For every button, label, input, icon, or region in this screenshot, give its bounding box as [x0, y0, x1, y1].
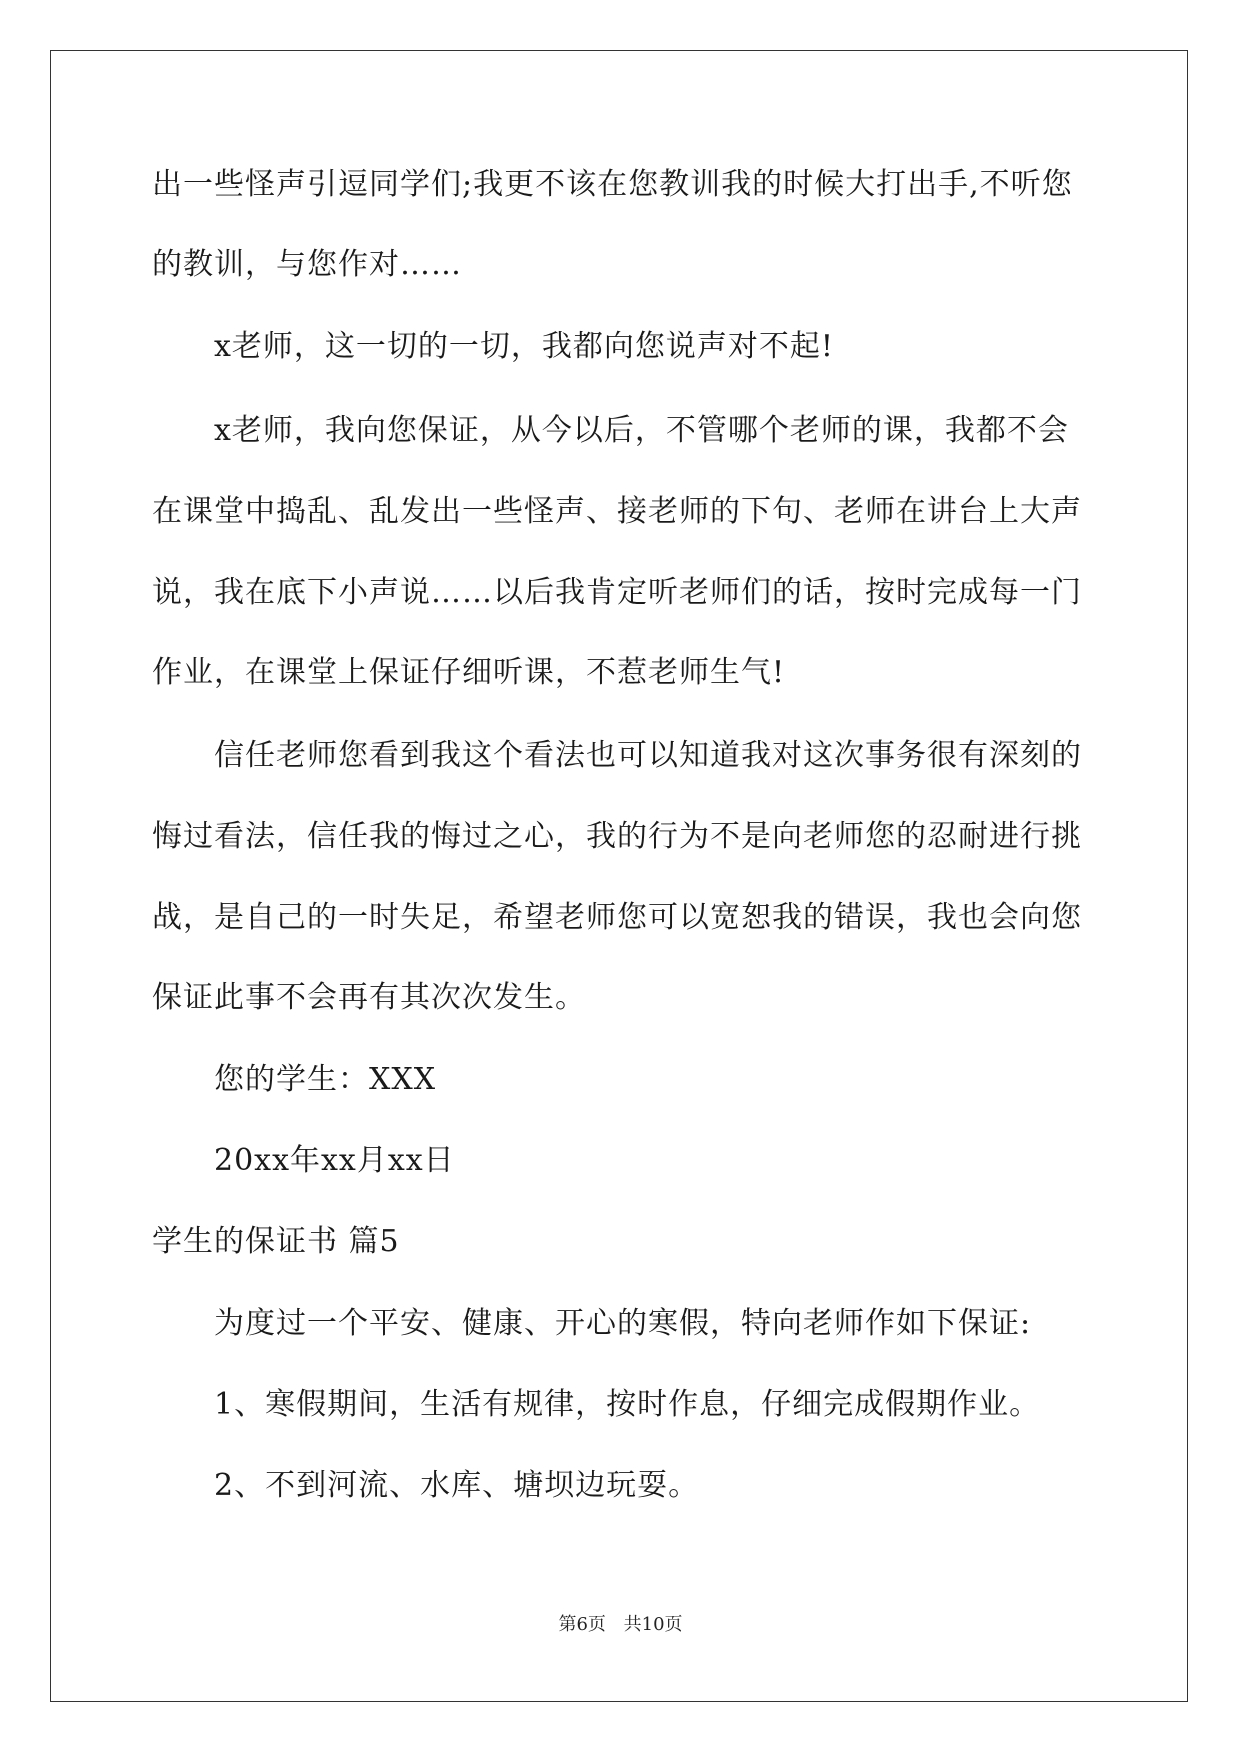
paragraph-3-line-1: x老师，我向您保证，从今以后，不管哪个老师的课，我都不会 [214, 413, 1069, 448]
page-total: 共10页 [623, 1614, 683, 1635]
page-footer [0, 1610, 1241, 1636]
paragraph-4-line-3: 战，是自己的一时失足，希望老师您可以宽恕我的错误，我也会向您 [152, 900, 1082, 935]
paragraph-4-line-4: 保证此事不会再有其次次发生。 [152, 980, 586, 1015]
paragraph-4-line-1: 信任老师您看到我这个看法也可以知道我对这次事务很有深刻的 [214, 738, 1082, 773]
paragraph-4-line-2: 悔过看法，信任我的悔过之心，我的行为不是向老师您的忍耐进行挑 [152, 819, 1082, 854]
paragraph-1-line-1: 出一些怪声引逗同学们;我更不该在您教训我的时候大打出手,不听您 [152, 167, 1073, 202]
list-item: 1、寒假期间，生活有规律，按时作息，仔细完成假期作业。 [214, 1387, 1041, 1422]
page-number: 第6页 [558, 1614, 606, 1635]
paragraph-3-line-2: 在课堂中捣乱、乱发出一些怪声、接老师的下句、老师在讲台上大声 [152, 494, 1082, 529]
list-item: 2、不到河流、水库、塘坝边玩耍。 [214, 1468, 700, 1503]
intro-paragraph: 为度过一个平安、健康、开心的寒假，特向老师作如下保证: [214, 1306, 1032, 1341]
paragraph-1-line-2: 的教训，与您作对…… [152, 247, 462, 282]
paragraph-2: x老师，这一切的一切，我都向您说声对不起! [214, 329, 834, 364]
page-border [50, 50, 1188, 1702]
date: 20xx年xx月xx日 [214, 1143, 455, 1178]
section-heading: 学生的保证书 篇5 [152, 1224, 400, 1259]
signature: 您的学生：XXX [214, 1062, 437, 1097]
paragraph-3-line-3: 说，我在底下小声说……以后我肯定听老师们的话，按时完成每一门 [152, 575, 1082, 610]
paragraph-3-line-4: 作业，在课堂上保证仔细听课，不惹老师生气! [152, 655, 786, 690]
